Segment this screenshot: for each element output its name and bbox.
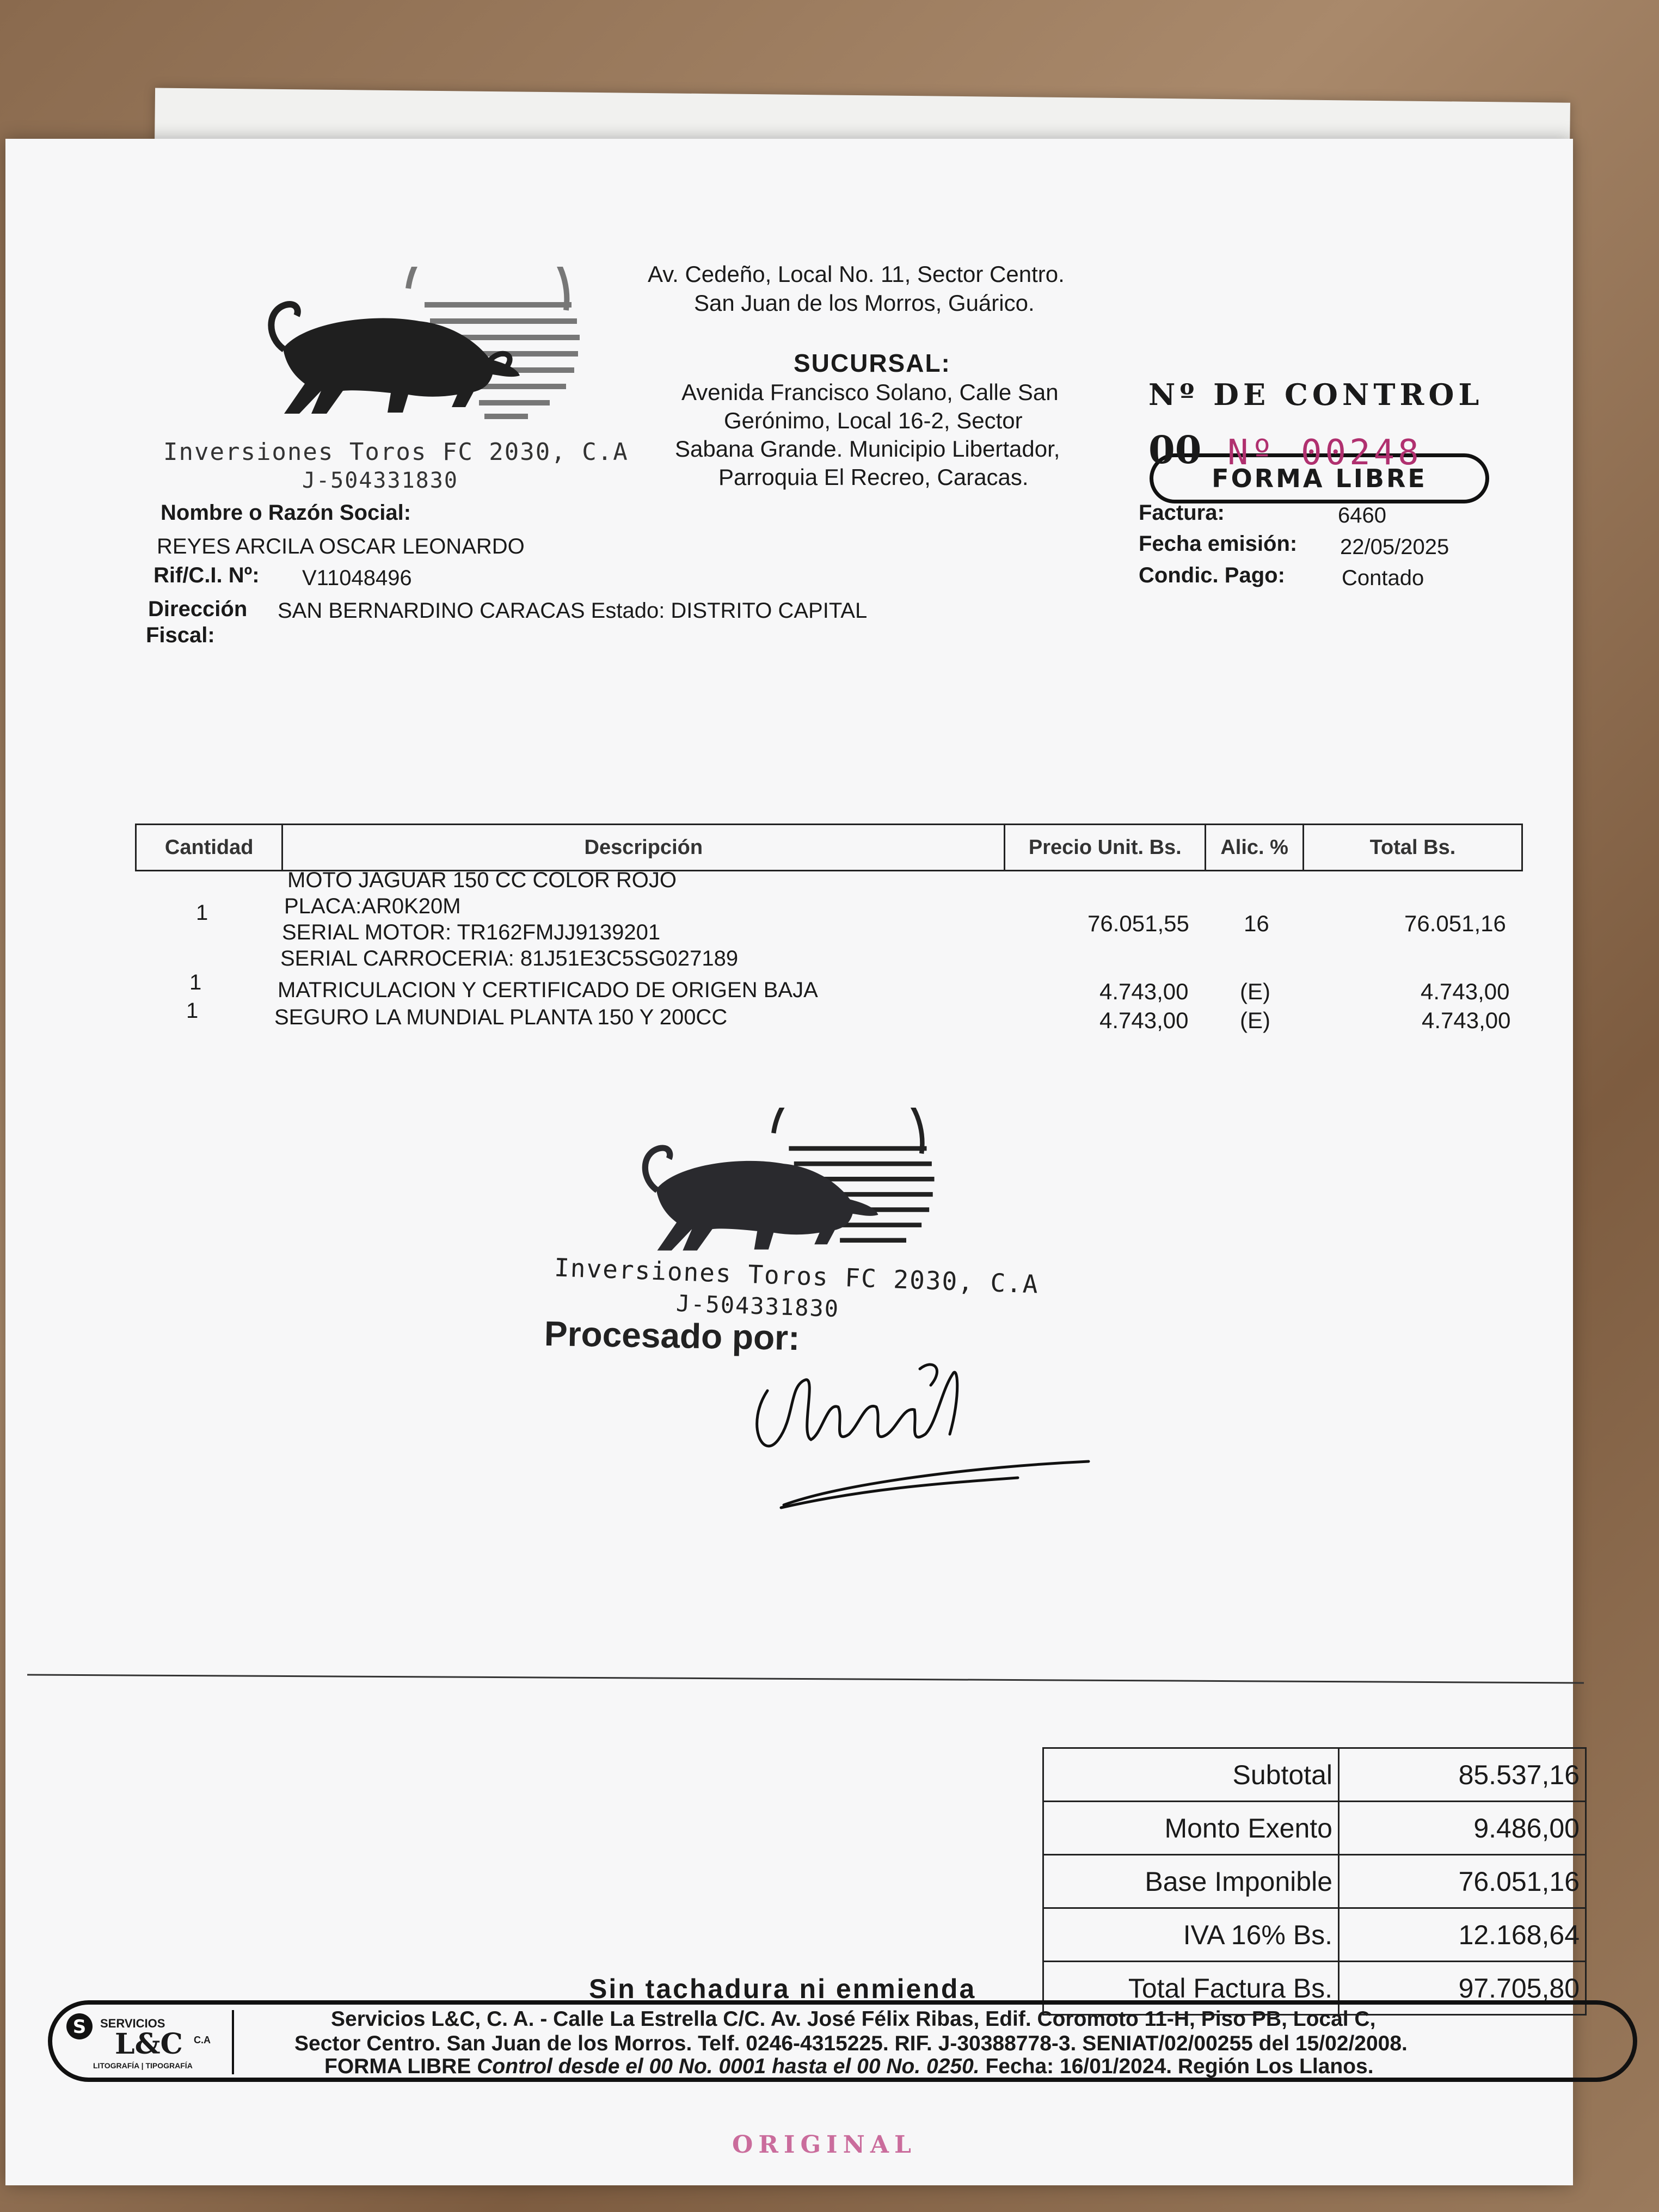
totals-row-base xyxy=(1043,1855,1586,1908)
item-1-alic: 16 xyxy=(1244,911,1269,936)
header-alic: Alic. % xyxy=(1206,825,1304,870)
item-3-price: 4.743,00 xyxy=(1099,1007,1189,1033)
item-1-desc-1: MOTO JAGUAR 150 CC COLOR ROJO xyxy=(287,868,677,892)
subtotal-value: 85.537,16 xyxy=(1339,1748,1586,1802)
control-label: Nº DE CONTROL xyxy=(1148,377,1484,412)
subtotal-label: Subtotal xyxy=(1043,1748,1339,1802)
control-prefix: 00 xyxy=(1148,427,1202,472)
item-3-desc: SEGURO LA MUNDIAL PLANTA 150 Y 200CC xyxy=(274,1005,728,1029)
separator-line xyxy=(27,1674,1584,1684)
item-1-desc-2: PLACA:AR0K20M xyxy=(284,894,461,918)
header-total: Total Bs. xyxy=(1369,835,1456,859)
exento-value: 9.486,00 xyxy=(1339,1802,1586,1855)
svg-text:S: S xyxy=(72,2016,87,2038)
factura-value: 6460 xyxy=(1338,503,1386,527)
address-line-2: San Juan de los Morros, Guárico. xyxy=(694,290,1035,316)
base-value: 76.051,16 xyxy=(1339,1855,1586,1908)
control-number: 00248 xyxy=(1301,433,1422,473)
client-address-label: Dirección xyxy=(148,597,248,621)
totals-row-subtotal xyxy=(1043,1748,1586,1802)
stamp-company-name: Inversiones Toros FC 2030, C.A xyxy=(554,1252,1040,1299)
item-2-qty: 1 xyxy=(189,970,202,994)
sucursal-line-4: Parroquia El Recreo, Caracas. xyxy=(718,464,1029,490)
totals-row-iva xyxy=(1043,1908,1586,1962)
item-1-desc-3: SERIAL MOTOR: TR162FMJJ9139201 xyxy=(282,920,661,944)
iva-label: IVA 16% Bs. xyxy=(1043,1908,1339,1962)
items-table-header xyxy=(135,824,1523,871)
company-name: Inversiones Toros FC 2030, C.A xyxy=(163,438,629,466)
control-no-sign: Nº xyxy=(1227,433,1276,473)
address-line-1: Av. Cedeño, Local No. 11, Sector Centro. xyxy=(648,261,1065,287)
fecha-value: 22/05/2025 xyxy=(1340,535,1449,559)
totals-row-exento xyxy=(1043,1802,1586,1855)
item-2-alic: (E) xyxy=(1240,979,1270,1004)
footer-line-2: Sector Centro. San Juan de los Morros. Telf. 0246-4315225. RIF. J-30388778-3. SENIAT/02/00255 del 15/02/2008. xyxy=(294,2032,1408,2055)
condic-label: Condic. Pago: xyxy=(1139,563,1285,587)
bull-stamp-icon xyxy=(620,1108,947,1271)
sucursal-title: SUCURSAL: xyxy=(794,349,951,377)
sucursal-line-1: Avenida Francisco Solano, Calle San xyxy=(681,379,1059,405)
totals-table xyxy=(1042,1747,1587,2016)
item-3-qty: 1 xyxy=(186,999,199,1023)
sucursal-line-2: Gerónimo, Local 16-2, Sector xyxy=(724,408,1023,433)
fecha-label: Fecha emisión: xyxy=(1139,532,1298,556)
header-precio: Precio Unit. Bs. xyxy=(1005,825,1206,870)
bull-logo-icon xyxy=(245,267,593,430)
item-1-qty: 1 xyxy=(196,901,208,925)
footer-date-region: Fecha: 16/01/2024. Región Los Llanos. xyxy=(985,2055,1374,2078)
base-label: Base Imponible xyxy=(1043,1855,1339,1908)
printer-logo-sub: LITOGRAFÍA | TIPOGRAFÍA xyxy=(93,2061,193,2070)
header-descripcion: Descripción xyxy=(283,825,1005,870)
total-label: Total Factura Bs. xyxy=(1043,1962,1339,2015)
footer-divider xyxy=(232,2010,234,2074)
signature xyxy=(637,1325,1099,1521)
client-address-value: SAN BERNARDINO CARACAS Estado: DISTRITO CAPITAL xyxy=(278,599,868,623)
total-value: 97.705,80 xyxy=(1339,1962,1586,2015)
stamp-company-rif: J-504331830 xyxy=(675,1289,840,1323)
client-name-label: Nombre o Razón Social: xyxy=(161,501,411,525)
item-3-total: 4.743,00 xyxy=(1422,1007,1511,1033)
processed-by-label: Procesado por: xyxy=(544,1313,801,1358)
item-1-desc-4: SERIAL CARROCERIA: 81J51E3C5SG027189 xyxy=(280,947,739,970)
item-2-price: 4.743,00 xyxy=(1099,979,1189,1004)
sucursal-line-3: Sabana Grande. Municipio Libertador, xyxy=(675,436,1060,462)
item-2-desc: MATRICULACION Y CERTIFICADO DE ORIGEN BAJA xyxy=(278,978,818,1002)
footer-line-3 xyxy=(324,2055,1374,2079)
invoice-sheet xyxy=(5,139,1580,2185)
printer-logo-icon xyxy=(63,2010,96,2043)
factura-label: Factura: xyxy=(1139,501,1225,525)
printer-logo-brand: L&C xyxy=(115,2027,183,2061)
client-rif-value: V11048496 xyxy=(302,566,412,590)
client-rif-label: Rif/C.I. Nº: xyxy=(153,563,260,587)
forma-libre-badge: FORMA LIBRE xyxy=(1150,453,1489,503)
printer-logo-ca: C.A xyxy=(194,2035,211,2045)
item-1-total: 76.051,16 xyxy=(1404,911,1506,936)
footer-forma-libre: FORMA LIBRE xyxy=(324,2055,471,2078)
header-cantidad: Cantidad xyxy=(137,825,283,870)
item-1-price: 76.051,55 xyxy=(1087,911,1189,936)
iva-value: 12.168,64 xyxy=(1339,1908,1586,1962)
footer-control-range: Control desde el 00 No. 0001 hasta el 00 No. 0250. xyxy=(477,2055,980,2078)
client-name-value: REYES ARCILA OSCAR LEONARDO xyxy=(157,534,525,558)
item-2-total: 4.743,00 xyxy=(1421,979,1510,1004)
footer-line-1: Servicios L&C, C. A. - Calle La Estrella C/C. Av. José Félix Ribas, Edif. Coromoto 11-H, Piso PB, Local C, xyxy=(331,2007,1376,2031)
condic-value: Contado xyxy=(1342,566,1424,590)
no-erasures-warning: Sin tachadura ni enmienda xyxy=(589,1974,976,2004)
original-stamp: ORIGINAL xyxy=(732,2131,917,2159)
client-fiscal-label: Fiscal: xyxy=(146,623,215,647)
company-rif: J-504331830 xyxy=(302,468,458,493)
item-3-alic: (E) xyxy=(1240,1007,1270,1033)
printer-logo-word: SERVICIOS xyxy=(100,2017,165,2030)
exento-label: Monto Exento xyxy=(1043,1802,1339,1855)
printer-footer xyxy=(48,2000,1637,2082)
